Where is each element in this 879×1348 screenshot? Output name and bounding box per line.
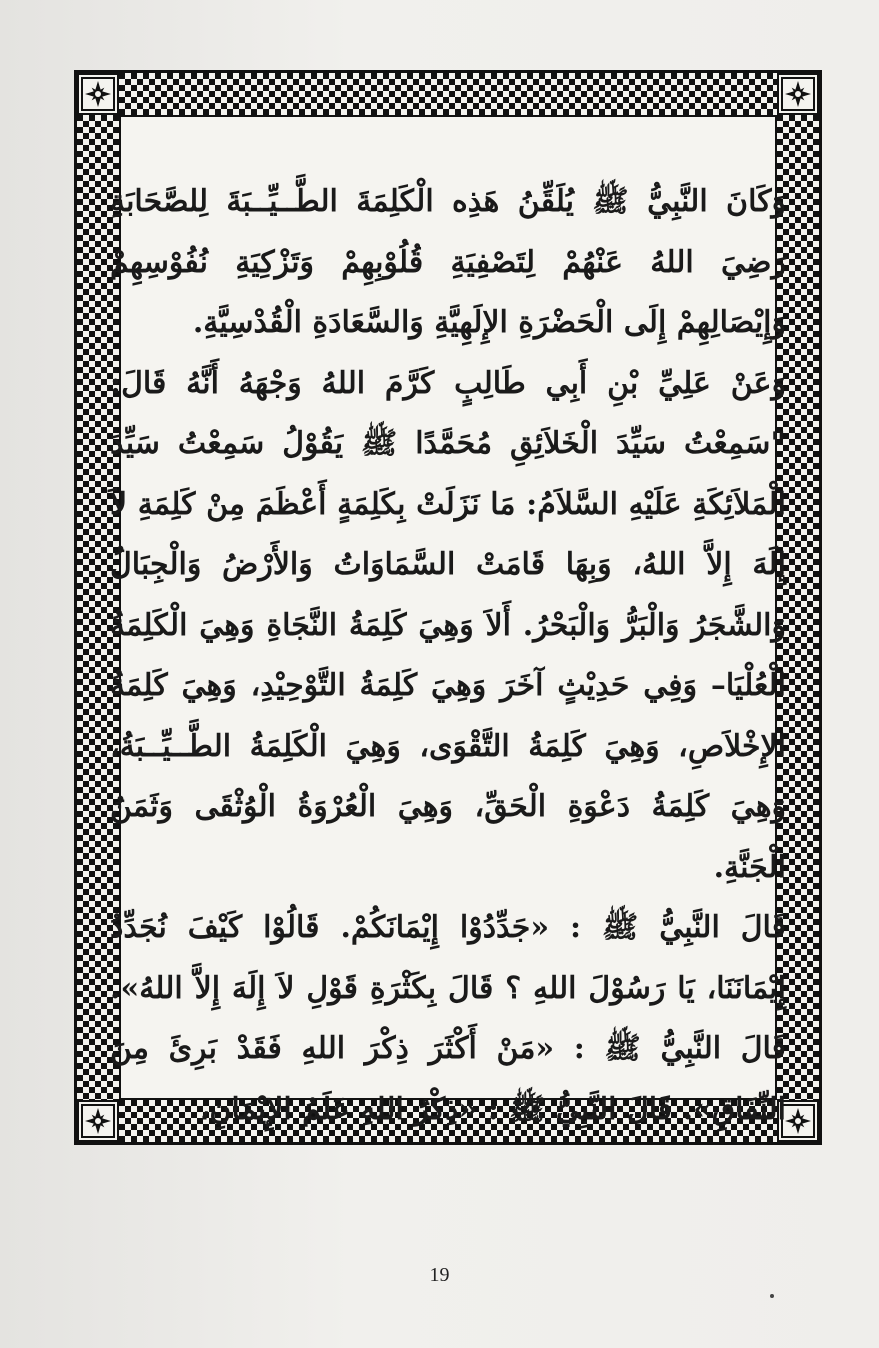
corner-ornament-icon (77, 73, 119, 115)
paper-speck (770, 1294, 774, 1298)
body-text (110, 172, 786, 1140)
paragraph: وَعَنْ عَلِيِّ بْنِ أَبِي طَالِبٍ كَرَّمَ اللهُ وَجْهَهُ أَنَّهُ قَالَ: "سَمِعْتُ سَيِّدَ الْخَلاَئِقِ مُحَمَّدًا ﷺ يَقُوْلُ سَمِعْتُ سَيِّدَ الْمَلاَئِكَةِ عَلَيْهِ السَّلاَمُ: مَا نَزَلَتْ بِكَلِمَةٍ أَعْظَمَ مِنْ كَلِمَةِ لاَ إِلَهَ إِلاَّ اللهُ، وَبِهَا قَامَتْ السَّمَاوَاتُ وَالأَرْضُ وَالْجِبَالُ وَالشَّجَرُ وَالْبَرُّ وَالْبَحْرُ. أَلاَ وَهِيَ كَلِمَةُ النَّجَاةِ وَهِيَ الْكَلِمَةُ الْعُلْيَا– وَفِي حَدِيْثٍ آخَرَ وَهِيَ كَلِمَةُ التَّوْحِيْدِ، وَهِيَ كَلِمَةُ الإِخْلاَصِ، وَهِيَ كَلِمَةُ التَّقْوَى، وَهِيَ الْكَلِمَةُ الطَّــيِّــبَةُ، وَهِيَ كَلِمَةُ دَعْوَةِ الْحَقِّ، وَهِيَ الْعُرْوَةُ الْوُثْقَى وَثَمَنُ الْجَنَّةِ. (110, 365, 786, 885)
checker-border-top (77, 73, 819, 115)
paragraph: قَالَ النَّبِيُّ ﷺ : «جَدِّدُوْا إِيْمَانَكُمْ. قَالُوْا كَيْفَ نُجَدِّدُ إِيْمَانَنَا، يَا رَسُوْلَ اللهِ ؟ قَالَ بِكَثْرَةِ قَوْلِ لاَ إِلَهَ إِلاَّ اللهُ». قَالَ النَّبِيُّ ﷺ : «مَنْ أَكْثَرَ ذِكْرَ اللهِ فَقَدْ بَرِئَ مِنَ النِّفَاقِ». قَالَ النَّبِيُّ ﷺ : «ذِكْرُ اللهِ عَلَمُ الإِيْمَانِ، (110, 910, 786, 1127)
paragraph: وَكَانَ النَّبِيُّ ﷺ يُلَقِّنُ هَذِه الْكَلِمَةَ الطَّــيِّــبَةَ لِلصَّحَابَةِ رَضِيَ اللهُ عَنْهُمْ لِتَصْفِيَةِ قُلُوْبِهِمْ وَتَزْكِيَةِ نُفُوْسِهِمْ وَإِيْصَالِهِمْ إِلَى الْحَضْرَةِ الإِلَهِيَّةِ وَالسَّعَادَةِ الْقُدْسِيَّةِ. (110, 184, 786, 340)
page-number: 19 (429, 1264, 450, 1286)
corner-ornament-icon (777, 73, 819, 115)
